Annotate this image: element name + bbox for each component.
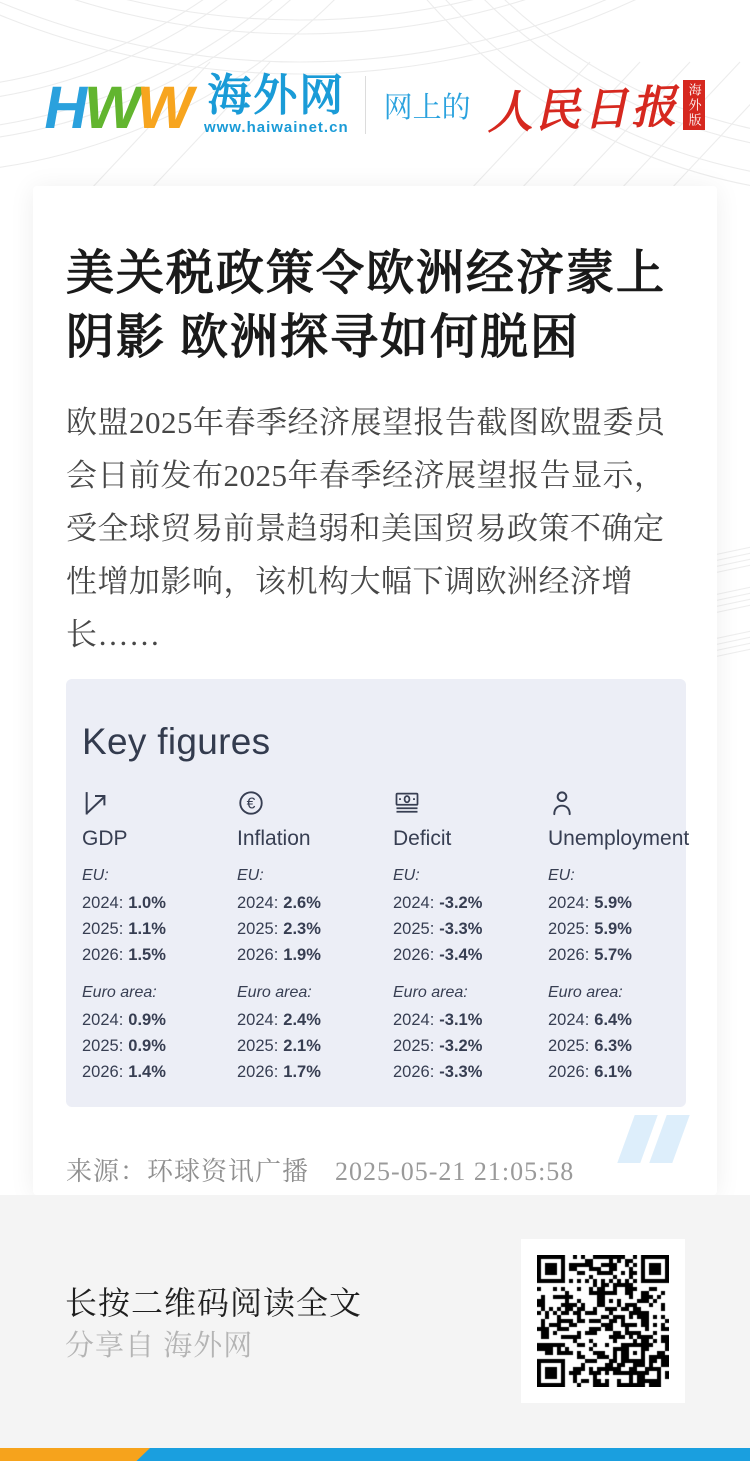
figure-year: 2025: (548, 920, 590, 938)
banknote-icon (393, 789, 548, 817)
site-header (0, 62, 750, 148)
qr-code[interactable] (521, 1239, 685, 1403)
brand-name: 人民日报 (485, 81, 680, 138)
key-figure-column (237, 789, 393, 1085)
figure-value: -3.4% (439, 946, 483, 964)
svg-text:€: € (246, 795, 256, 813)
region-label: Euro area: (548, 984, 623, 1001)
share-from-text: 分享自 海外网 (65, 1330, 254, 1362)
figure-row (237, 890, 393, 916)
figure-value: -3.3% (439, 920, 483, 938)
figure-year: 2024: (393, 894, 435, 912)
figure-value: 0.9% (128, 1011, 166, 1029)
figure-row (393, 916, 548, 942)
figure-row (82, 916, 237, 942)
figure-year: 2024: (237, 1011, 279, 1029)
figure-row (82, 1007, 237, 1033)
figure-value: 2.3% (283, 920, 321, 938)
figure-row (393, 942, 548, 968)
figure-year: 2026: (237, 1063, 279, 1081)
figure-value: -3.3% (439, 1063, 483, 1081)
source-row (66, 1151, 684, 1188)
figure-row (548, 1033, 689, 1059)
region-label: Euro area: (82, 984, 157, 1001)
haiwainet-logo (39, 71, 349, 141)
site-name-block (203, 71, 349, 136)
figure-row (548, 1007, 689, 1033)
eu-figures-block (82, 867, 237, 968)
figure-value: 6.1% (594, 1063, 632, 1081)
figure-year: 2024: (548, 894, 590, 912)
figure-row (82, 1033, 237, 1059)
figure-row (82, 942, 237, 968)
euro-area-figures-block (237, 984, 393, 1085)
figure-value: 5.9% (594, 894, 632, 912)
peoples-daily-brand (384, 73, 705, 138)
figure-value: -3.2% (439, 894, 483, 912)
figure-row (393, 1059, 548, 1085)
figure-year: 2026: (548, 946, 590, 964)
figure-value: 5.9% (594, 920, 632, 938)
logo-letter: W (131, 74, 196, 141)
figure-year: 2024: (548, 1011, 590, 1029)
key-figure-label: Deficit (393, 827, 452, 850)
region-label: EU: (82, 867, 109, 884)
region-label: Euro area: (393, 984, 468, 1001)
figure-year: 2024: (393, 1011, 435, 1029)
person-icon (548, 789, 689, 817)
figure-value: 2.1% (283, 1037, 321, 1055)
figure-row (237, 1059, 393, 1085)
eu-figures-block (237, 867, 393, 968)
share-footer (0, 1195, 750, 1461)
figure-value: -3.2% (439, 1037, 483, 1055)
article-excerpt: 欧盟2025年春季经济展望报告截图欧盟委员会日前发布2025年春季经济展望报告显示，受全球贸易前景趋弱和美国贸易政策不确定性增加影响，该机构大幅下调欧洲经济增长…… (66, 405, 666, 652)
key-figures-title: Key figures (82, 721, 271, 762)
figure-row (237, 1033, 393, 1059)
source-name: 环球资讯广播 (147, 1157, 310, 1186)
quote-mark-decoration (626, 1115, 681, 1163)
figure-value: 1.0% (128, 894, 166, 912)
figure-year: 2025: (82, 920, 124, 938)
figure-year: 2025: (393, 920, 435, 938)
region-label: EU: (548, 867, 575, 884)
brand-edition-badge: 海外版 (683, 80, 705, 130)
site-url: www.haiwainet.cn (203, 119, 349, 136)
figure-value: 6.3% (594, 1037, 632, 1055)
publish-timestamp: 2025-05-21 21:05:58 (335, 1157, 575, 1186)
figure-row (237, 1007, 393, 1033)
figure-value: 1.4% (128, 1063, 166, 1081)
figure-value: -3.1% (439, 1011, 483, 1029)
article-title: 美关税政策令欧洲经济蒙上阴影 欧洲探寻如何脱困 (66, 247, 667, 364)
figure-row (548, 916, 689, 942)
figure-year: 2026: (548, 1063, 590, 1081)
qr-cta-text: 长按二维码阅读全文 (65, 1285, 363, 1321)
figure-row (82, 1059, 237, 1085)
figure-row (237, 916, 393, 942)
figure-year: 2024: (82, 894, 124, 912)
figure-year: 2026: (82, 1063, 124, 1081)
figure-year: 2026: (237, 946, 279, 964)
qr-code-image (537, 1255, 669, 1387)
figure-value: 1.9% (283, 946, 321, 964)
hww-logo-mark (39, 74, 196, 141)
figure-value: 5.7% (594, 946, 632, 964)
figure-year: 2025: (82, 1037, 124, 1055)
euro-circle-icon (237, 789, 393, 817)
logo-letter: H (39, 74, 91, 141)
brand-tagline: 网上的 (383, 91, 471, 124)
figure-row (548, 890, 689, 916)
key-figures-panel (66, 679, 690, 1107)
figure-row (82, 890, 237, 916)
key-figure-label: Inflation (237, 827, 311, 850)
euro-area-figures-block (82, 984, 237, 1085)
bottom-bar-orange-segment (0, 1448, 150, 1461)
site-name: 海外网 (207, 71, 346, 120)
key-figures-grid (82, 789, 690, 1085)
figure-value: 1.5% (128, 946, 166, 964)
logo-letter: W (78, 74, 144, 141)
figure-row (393, 1033, 548, 1059)
euro-area-figures-block (548, 984, 689, 1085)
key-figure-label: GDP (82, 827, 128, 850)
figure-row (548, 942, 689, 968)
eu-figures-block (393, 867, 548, 968)
figure-year: 2025: (237, 920, 279, 938)
header-divider (365, 76, 366, 134)
figure-row (237, 942, 393, 968)
figure-value: 2.6% (283, 894, 321, 912)
key-figure-column (548, 789, 689, 1085)
figure-year: 2025: (237, 1037, 279, 1055)
figure-year: 2025: (548, 1037, 590, 1055)
figure-year: 2026: (393, 1063, 435, 1081)
figure-year: 2024: (237, 894, 279, 912)
figure-value: 1.1% (128, 920, 166, 938)
figure-row (393, 890, 548, 916)
region-label: EU: (393, 867, 420, 884)
figure-value: 2.4% (283, 1011, 321, 1029)
figure-row (548, 1059, 689, 1085)
key-figure-column (82, 789, 237, 1085)
article-card (33, 186, 717, 1195)
eu-figures-block (548, 867, 689, 968)
bottom-bar (0, 1448, 750, 1461)
key-figure-column (393, 789, 548, 1085)
source-label: 来源： (66, 1157, 148, 1186)
figure-year: 2024: (82, 1011, 124, 1029)
figure-year: 2026: (393, 946, 435, 964)
figure-value: 0.9% (128, 1037, 166, 1055)
figure-value: 1.7% (283, 1063, 321, 1081)
trend-chart-icon (82, 789, 237, 817)
figure-value: 6.4% (594, 1011, 632, 1029)
figure-year: 2025: (393, 1037, 435, 1055)
region-label: Euro area: (237, 984, 312, 1001)
euro-area-figures-block (393, 984, 548, 1085)
figure-row (393, 1007, 548, 1033)
figure-year: 2026: (82, 946, 124, 964)
region-label: EU: (237, 867, 264, 884)
key-figure-label: Unemployment (548, 827, 690, 850)
